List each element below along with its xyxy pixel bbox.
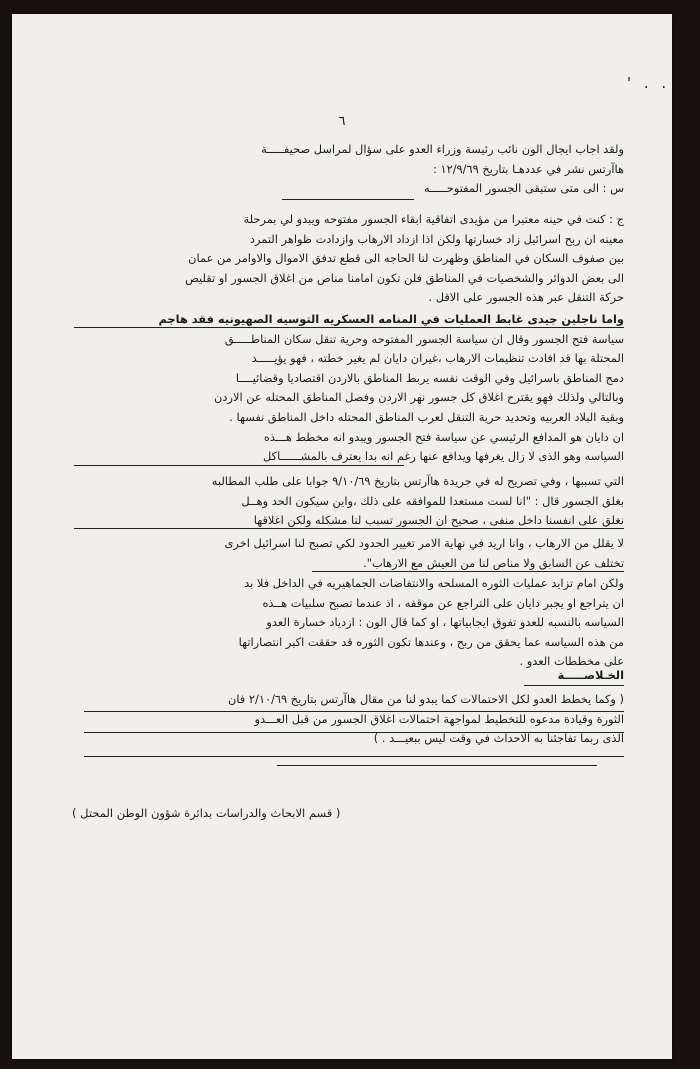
page-number: ٦ — [338, 114, 346, 129]
paragraph-line: وبقية البلاد العربيه وتحديد حرية التنقل لعرب المناطق المحتله داخل المناطق نفسها . — [229, 409, 624, 424]
analysis-line: ولكن امام تزايد عمليات الثوره المسلحه والانتفاضات الجماهيريه في الداخل فلا بد — [244, 576, 624, 590]
quote-line: نغلق على انفسنا داخل منفى ، صحيح ان الجسور تسبب لنا مشكله ولكن اغلاقها — [253, 513, 624, 528]
paragraph-line: سياسة فتح الجسور وقال ان سياسة الجسور المفتوحه وحرية تنقل سكان المناطـــــق — [224, 331, 624, 346]
summary-block — [64, 690, 624, 749]
analysis-line: السياسه بالنسبه للعدو تفوق ايجابياتها ، او كما قال الون : ازدياد خسارة العدو — [266, 615, 624, 630]
analysis-block — [64, 574, 624, 672]
underline-rule — [524, 685, 624, 686]
summary-line: الثورة وقيادة مدعوه للتخطيط لمواجهة احتمالات اغلاق الجسور من قبل العـــدو — [254, 711, 624, 726]
underline-rule — [84, 756, 624, 757]
summary-line: الذى ربما تفاجئنا به الاحداث في وقت ليس ببعيـــد . ) — [373, 731, 624, 746]
quote-line: لا يقلل من الارهاب ، وانا اريد في نهاية الامر تغيير الحدود لكي تصبح لنا اسرائيل اخرى — [224, 536, 624, 550]
summary-line: ( وكما يخطط العدو لكل الاحتمالات كما يبدو لنا من مقال هاآرتس بتاريخ ٢/١٠/٦٩ فان — [227, 692, 624, 706]
paragraph-line: المحتلة بها قد افادت تنظيمات الارهاب ،غيران دايان لم يغير خطته ، فهو يؤيـــــد — [251, 351, 624, 366]
intro-block — [64, 140, 624, 199]
underline-rule — [277, 765, 597, 766]
underline-rule — [84, 732, 624, 733]
quote-cont-block — [64, 534, 624, 573]
document-page — [12, 14, 672, 1059]
answer-line: الى بعض الدوائر والشخصيات في المناطق فلن تكون امامنا مناص من اغلاق الجسور او تقليص — [185, 270, 624, 285]
answer-line: معينه ان ربح اسرائيل زاد خسارتها ولكن اذا ازداد الارهاب وازدادت ظواهر التمرد — [249, 231, 624, 246]
answer-block — [64, 210, 624, 308]
intro-line: ولقد اجاب ايجال الون نائب رئيسة وزراء العدو على سؤال لمراسل صحيفـــــة — [261, 142, 624, 156]
underline-rule — [74, 528, 624, 529]
answer-line: حركة التنقل عبر هذه الجسور على الاقل . — [428, 290, 624, 305]
corner-marks: ' . . — [627, 74, 671, 92]
intro-line: هاآرتس نشر في عددهـا بتاريخ ١٢/٩/٦٩ : — [433, 161, 624, 176]
paragraph-line: دمج المناطق باسرائيل وفي الوقت نفسه يربط المناطق بالاردن اقتصاديا وقضائيــــا — [235, 370, 624, 385]
answer-line: بين صفوف السكان في المناطق وظهرت لنا الحاجه الى قطع تدفق الاموال والاوامر من عمان — [188, 251, 624, 266]
quote-line: تختلف عن السابق ولا مناص لنا من العيش مع الارهاب". — [363, 555, 624, 570]
dayan-block — [64, 310, 624, 467]
underline-rule — [84, 711, 624, 712]
paragraph-line: السياسه وهو الذى لا زال يغرفها ويدافع عنها رغم انه بدا يعترف بالمشــــــاكل — [263, 449, 624, 464]
quote-block — [64, 472, 624, 531]
footer-note: ( قسم الابحاث والدراسات بدائرة شؤون الوطن المحتل ) — [72, 806, 341, 820]
underline-rule — [74, 465, 404, 466]
paragraph-line: وبالتالي ولذلك فهو يقترح اغلاق كل جسور نهر الاردن وفصل المناطق المحتله عن الاردن — [214, 390, 624, 405]
summary-title-block — [64, 666, 624, 686]
summary-title: الخـلاصـــــة — [557, 668, 624, 682]
underline-rule — [74, 327, 624, 328]
analysis-line: ان يتراجع او يجبر دايان على التراجع عن موقفه ، اذ عندما تصبح سلبيات هــذه — [262, 595, 624, 610]
analysis-line: من هذه السياسه عما يحقق من ربح ، وعندها تكون الثوره قد حققت اكبر انتصاراتها — [238, 634, 624, 649]
quote-line: التي تسببها ، وفي تصريح له في جريدة هاآرتس بتاريخ ٩/١٠/٦٩ جوابا على طلب المطالبه — [211, 474, 624, 488]
underline-rule — [312, 571, 624, 572]
section-heading: واما ناجلين جيدى غابط العمليات في المنامه العسكريه التوسيه الصهيونيه فقد هاجم — [158, 312, 624, 326]
answer-line: ج : كنت في حينه معتبرا من مؤيدى اتفاقية ابقاء الجسور مفتوحه ويبدو لي بمرحلة — [243, 212, 624, 226]
intro-question: س : الى متى ستبقى الجسور المفتوحـــــه — [424, 181, 624, 196]
analysis-line: على مخططات العدو . — [519, 654, 624, 669]
paragraph-line: ان دايان هو المدافع الرئيسي عن سياسة فتح الجسور ويبدو انه مخطط هـــذه — [263, 429, 624, 444]
quote-line: بغلق الجسور قال : "انا لست مستعدا للموافقه على ذلك ،واين سيكون الحد وهــل — [241, 493, 624, 508]
underline-rule — [282, 199, 414, 200]
